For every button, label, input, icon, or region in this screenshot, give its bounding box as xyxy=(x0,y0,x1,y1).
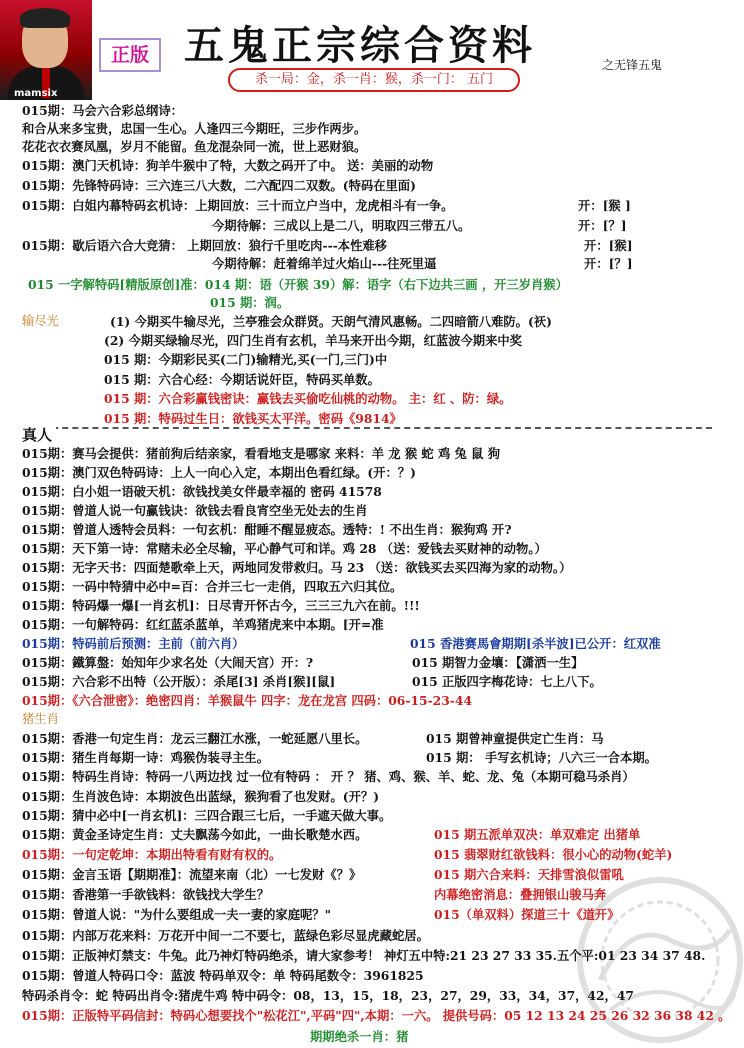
line-plum-poem: 015 正版四字梅花诗：七上八下。 xyxy=(412,674,602,689)
line-macau-color-poem: 015期：澳门双色特码诗：上人一向心入定，本期出色看红绿。(开：？) xyxy=(22,465,416,480)
line-heart-sutra: 015 期：六合心经：今期话说奸臣，特码买单数。 xyxy=(104,372,380,387)
line-six-materials: 015 期六合来料：天排雪浪似雷吼 xyxy=(434,867,624,882)
line-lose-all-1: (1) 今期买牛输尽光，兰亭雅会众群贤。天朗气清风惠畅。二四暗箭八难防。(祆) xyxy=(110,314,552,329)
line-hk-first-hand: 015期：香港第一手欲钱料：欲钱找大学生？ xyxy=(22,887,270,902)
genuine-badge: 正版 xyxy=(99,38,161,72)
page-title: 五鬼正宗综合资料 xyxy=(184,23,536,69)
line-one-code: 015期：一码中特猜中必中=百：合并三七一走俏，四取五六归其位。 xyxy=(22,579,403,594)
line-gates: 015 期：今期彩民买(二门)输精光,买(一门,三门)中 xyxy=(104,352,388,367)
line-zodiac-poem: 015期：特码生肖诗：特码一八两边找 过一位有特码 ： 开 ？ 猪、鸡、猴、羊、蛇、龙、兔（本期可稳马杀肖） xyxy=(22,769,635,784)
author-name: 之无锋五鬼 xyxy=(602,58,663,72)
line-baijie-today: 今期待解：三成以上是二八，明取四三带五八。 xyxy=(212,218,471,233)
line-vanguard-poem: 015期：先锋特码诗：三六连三八大数，二六配四二双数。(特码在里面) xyxy=(22,178,416,193)
line-lose-all-label: 输尽光 xyxy=(22,314,59,328)
line-inner-flowers: 015期：内部万花来料：万花开中间一二不要七，蓝绿色彩尽显虎藏蛇居。 xyxy=(22,928,429,943)
line-one-sentence-fate: 015期：一句定乾坤：本期出特看有财有权的。 xyxy=(22,847,282,862)
section-label-real-person: 真人 xyxy=(22,424,56,445)
line-odd-even-materials: 015（单双料）探道三十《道开》 xyxy=(434,907,620,922)
line-wisdom: 015 期智力金壤：【潇洒一生】 xyxy=(412,655,584,670)
line-golden-poem: 015期：黄金圣诗定生肖：丈夫飘荡今如此，一曲长歌楚水西。 xyxy=(22,827,368,842)
line-zeng-boy: 015 期曾神童提供定亡生肖：马 xyxy=(426,731,604,746)
line-hk-one-sentence: 015期：香港一句定生肖：龙云三翻江水涨，一蛇延愿八里长。 xyxy=(22,731,368,746)
line-insider: 内幕绝密消息：叠拥银山骏马奔 xyxy=(434,887,607,902)
line-zeng-member: 015期：曾道人透特会员料：一句玄机：酣睡不醒显疲态。透特：! 不出生肖：猴狗鸡 开? xyxy=(22,522,512,537)
line-xiehouyu-open: 开：[猴] xyxy=(584,238,633,253)
line-macau-poem: 015期：澳门天机诗：狗羊牛猴中了特，大数之码开了中。 送：美丽的动物 xyxy=(22,158,434,173)
line-one-char-answer: 015 期：润。 xyxy=(210,295,290,310)
line-lose-all-2: (2) 今期买绿输尽光，四门生肖有玄机，羊马来开出今期，红蓝波今期来中奖 xyxy=(104,333,522,348)
line-wordless-book: 015期：无字天书：四面楚歌牵上天，两地同发带救归。马 23 （送：欲钱买去买四海为家的动物。） xyxy=(22,560,572,575)
line-emerald: 015 翡翠财红欲钱料：很小心的动物(蛇羊) xyxy=(434,847,673,862)
section-label-pig-zodiac: 猪生肖 xyxy=(22,712,59,726)
line-handwritten: 015 期： 手写玄机诗；八六三一合本期。 xyxy=(426,750,657,765)
line-bai-xiaojie: 015期：白小姐一语破天机：欲钱找美女伴最幸福的 密码 41578 xyxy=(22,484,382,499)
section-divider xyxy=(22,427,712,429)
line-no-special: 015期：六合彩不出特（公开版）：杀尾[3] 杀肖[猴][鼠] xyxy=(22,674,336,689)
line-jockey-half-wave: 015 香港赛馬會期期[杀半波]已公开：红双准 xyxy=(410,636,661,651)
line-six-secret: 015期：《六合泄密》：绝密四肖：羊猴鼠牛 四字：龙在龙宫 四码：06-15-23-44 xyxy=(22,693,473,708)
line-one-sentence: 015期：一句解特码：红红蓝杀蓝单，羊鸡猪虎来中本期。[开=准 xyxy=(22,617,384,632)
line-poem-1: 和合从来多宝贵，忠国一生心。人逢四三今期旺，三步作两步。 xyxy=(22,121,367,136)
line-one-char-decode: 015 一字解特码[精版原创]准：014 期：语（开猴 39）解：语字（右下边共三画 ，开三岁肖猴） xyxy=(28,277,568,292)
line-pig-poem: 015期：猪生肖每期一诗：鸡猴伪装寻主生。 xyxy=(22,750,270,765)
line-golden-words: 015期：金言玉语【期期准】：流望来南（北）一七发财《？》 xyxy=(22,867,362,882)
line-baijie-open: 开：[猴 ] xyxy=(578,198,631,213)
line-first-poem: 015期：天下第一诗：常赌未必全尽输，平心静气可和详。鸡 28 （送：爱钱去买财神的动物。） xyxy=(22,541,547,556)
line-birthday: 015 期：特码过生日：欲钱买太平洋。密码《9814》 xyxy=(104,411,402,426)
line-xiehouyu-today: 今期待解：赶着绵羊过火焰山---往死里逼 xyxy=(212,256,437,271)
line-guess-win: 015期：猜中必中[一肖玄机]：三四合跟三七后，一手遮天做大事。 xyxy=(22,808,392,823)
photo-watermark: mamsix xyxy=(14,88,58,99)
line-baijie-today-open: 开：[？] xyxy=(578,218,627,233)
line-zeng-family: 015期：曾道人说："为什么要组成一夫一妻的家庭呢？" xyxy=(22,907,332,922)
line-general-poem-title: 015期：马会六合彩总纲诗： xyxy=(22,103,183,118)
line-envelope: 015期：正版特平码信封：特码心想要找个"松花江",平码"四",本期：一六。 提供号码：05 12 13 24 25 26 32 36 38 42 。 xyxy=(22,1008,731,1023)
line-win-secret: 015 期：六合彩赢钱密诀：赢钱去买偷吃仙桃的动物。 主：红 、防：绿。 xyxy=(104,391,512,406)
line-explode: 015期：特码爆一爆[一肖玄机]：日尽青开怀古今，三三三九六在前。!!! xyxy=(22,598,420,613)
photo-hair xyxy=(20,8,70,28)
line-poem-2: 花花衣衣赛凤凰，岁月不能留。鱼龙混杂同一流，世上恶财狼。 xyxy=(22,139,367,154)
line-kill-zodiac-command: 特码杀肖令：蛇 特码出肖令:猪虎牛鸡 特中码令：08，13，15，18，23，27，29，33，34，37，42，47 xyxy=(22,988,634,1003)
line-xiehouyu: 015期：歇后语六合大竞猜： 上期回放：狼行千里吃肉---本性难移 xyxy=(22,238,387,253)
author-photo xyxy=(0,0,92,100)
line-zeng-command: 015期：曾道人特码口令：蓝波 特码单双令：单 特码尾数令：3961825 xyxy=(22,968,424,983)
line-zeng-win-tip: 015期：曾道人说一句赢钱诀：欲钱去看良宵空坐无处去的生肖 xyxy=(22,503,368,518)
line-baijie-poem: 015期：白姐内幕特码玄机诗：上期回放：三十而立户当中，龙虎相斗有一争。 xyxy=(22,198,454,213)
kill-summary-box: 杀一局：金，杀一肖：猴，杀一门： 五门 xyxy=(228,68,520,92)
line-before-after: 015期：特码前后预测：主前（前六肖） xyxy=(22,636,245,651)
line-jockey-club: 015期：赛马会提供：猪前狗后结亲家，看看地支是哪家 来料：羊 龙 猴 蛇 鸡 兔 鼠 狗 xyxy=(22,446,501,461)
line-wave-color: 015期：生肖波色诗：本期波色出蓝绿，猴狗看了也发财。(开？) xyxy=(22,789,380,804)
line-xiehouyu-today-open: 开：[？] xyxy=(584,256,633,271)
line-iron-abacus: 015期：鐵算盤：始知年少求名处（大闹天宫）开：? xyxy=(22,655,314,670)
line-always-kill: 期期绝杀一肖：猪 xyxy=(310,1029,409,1044)
line-odd-even: 015 期五派单双决：单双难定 出猪单 xyxy=(434,827,641,842)
line-magic-lamp: 015期：正版神灯禁支：牛兔。此乃神灯特码绝杀，请大家参考！ 神灯五中特:21 23 27 33 35.五个平:01 23 34 37 48. xyxy=(22,948,706,963)
